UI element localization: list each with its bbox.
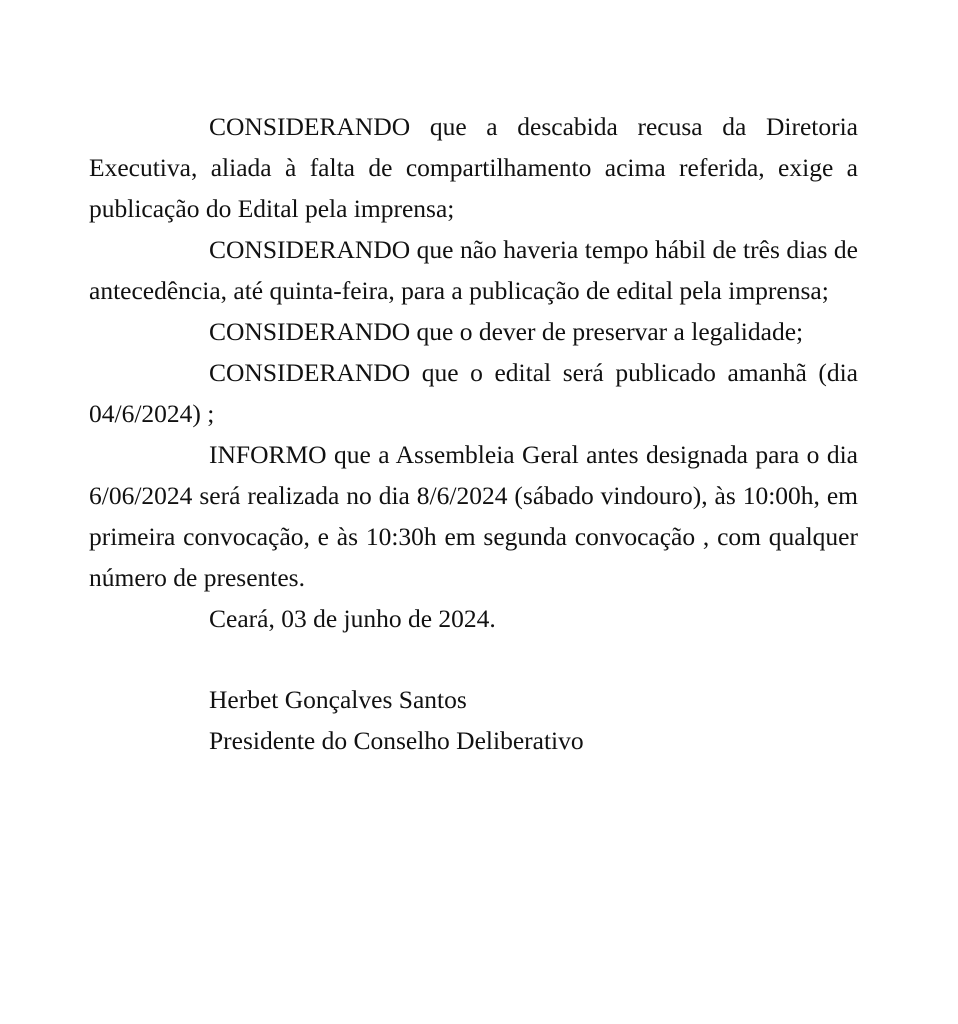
document-body — [89, 106, 858, 761]
date-line: Ceará, 03 de junho de 2024. — [209, 604, 496, 633]
signatory-title: Presidente do Conselho Deliberativo — [209, 726, 584, 755]
paragraph-informo: INFORMO que a Assembleia Geral antes designada para o dia 6/06/2024 será realizada no dia 8/6/2024 (sábado vindouro), às 10:00h, em primeira convocação, e às 10:30h em segunda convocação , com qualquer número de presentes. — [89, 440, 858, 592]
signature-block — [89, 679, 858, 761]
paragraph-considerando-1: CONSIDERANDO que a descabida recusa da Diretoria Executiva, aliada à falta de compartilhamento acima referida, exige a publicação do Edital pela imprensa; — [89, 112, 858, 223]
paragraph-considerando-3: CONSIDERANDO que o dever de preservar a legalidade; — [209, 317, 804, 346]
paragraph-considerando-2: CONSIDERANDO que não haveria tempo hábil de três dias de antecedência, até quinta-feira, para a publicação de edital pela imprensa; — [89, 235, 858, 305]
signatory-name: Herbet Gonçalves Santos — [209, 685, 467, 714]
paragraph-considerando-4: CONSIDERANDO que o edital será publicado amanhã (dia 04/6/2024) ; — [89, 358, 858, 428]
